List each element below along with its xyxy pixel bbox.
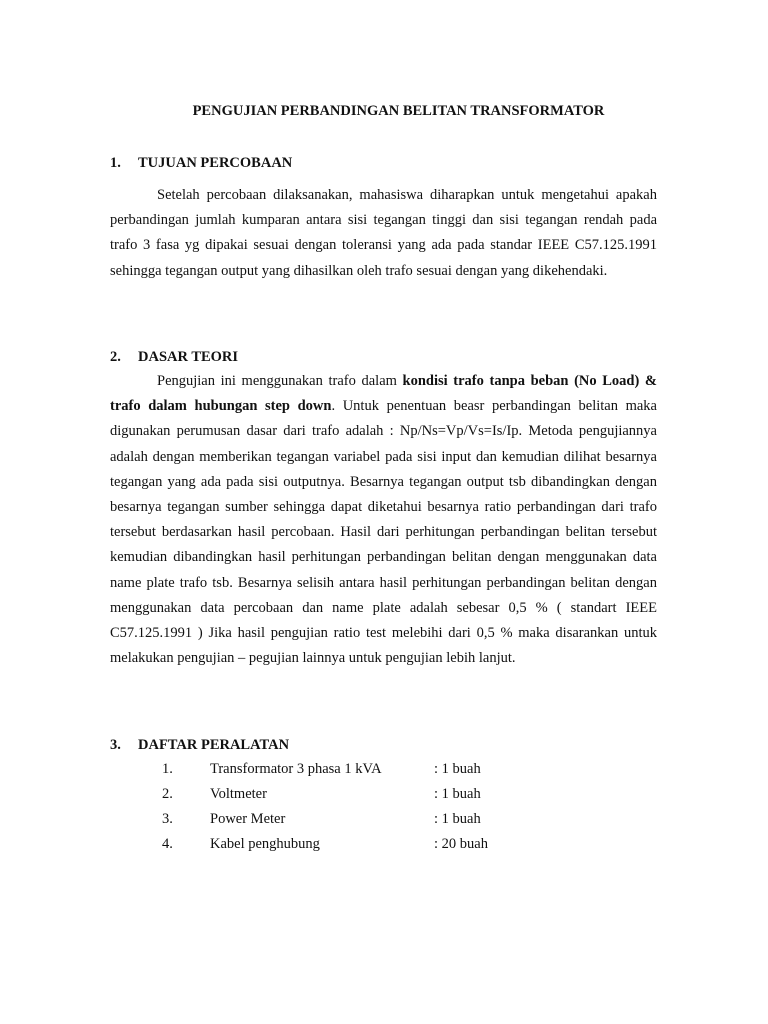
- item-number: 2.: [162, 786, 173, 802]
- section-title: DAFTAR PERALATAN: [138, 737, 290, 753]
- item-number: 4.: [162, 836, 173, 852]
- section-heading-dasar-teori: [110, 348, 670, 366]
- item-name: Kabel penghubung: [210, 836, 320, 852]
- section-number: 2.: [110, 349, 121, 365]
- paragraph-text: . Untuk penentuan beasr perbandingan belitan maka digunakan perumusan dasar dari trafo adalah : Np/Ns=Vp/Vs=Is/Ip. Metoda pengujiannya adalah dengan memberikan tegangan variabel pada sisi input dan kemudian dilihat besarnya tegangan yang ada pada sisi outputnya. Besarnya tegangan output tsb dibandingkan dengan besarnya tegangan sumber sehingga dapat diketahui besarnya ratio perbandingan dari trafo tersebut berdasarkan hasil percobaan. Hasil dari perhitungan perbandingan belitan tersebut kemudian dibandingkan hasil perhitungan perbandingan belitan dengan menggunakan data name plate trafo tsb. Besarnya selisih antara hasil perhitungan perbandingan belitan dengan menggunakan data percobaan dan name plate adalah sebesar 0,5 % ( standart IEEE C57.125.1991 ) Jika hasil pengujian ratio test melebihi dari 0,5 % maka disarankan untuk melakukan pengujian – pegujian lainnya untuk pengujian lebih lanjut.: [110, 398, 657, 667]
- list-item: [110, 784, 670, 809]
- list-item: [110, 834, 670, 859]
- list-item: [110, 759, 670, 784]
- section-title: TUJUAN PERCOBAAN: [138, 155, 293, 171]
- item-number: 1.: [162, 761, 173, 777]
- item-name: Transformator 3 phasa 1 kVA: [210, 761, 382, 777]
- section-heading-daftar-peralatan: [110, 736, 670, 754]
- paragraph-bold-text: kondisi trafo tanpa beban (No Load) & trafo dalam hubungan step down: [110, 373, 658, 415]
- item-quantity: : 1 buah: [434, 761, 481, 777]
- item-name: Power Meter: [210, 811, 286, 827]
- paragraph-dasar-teori: [110, 369, 657, 671]
- document-title: PENGUJIAN PERBANDINGAN BELITAN TRANSFORMATOR: [192, 103, 605, 119]
- paragraph-text: Pengujian ini menggunakan trafo dalam: [157, 373, 403, 389]
- paragraph-tujuan: [110, 183, 657, 284]
- section-title: DASAR TEORI: [138, 349, 239, 365]
- item-name: Voltmeter: [210, 786, 267, 802]
- item-number: 3.: [162, 811, 173, 827]
- item-quantity: : 1 buah: [434, 786, 481, 802]
- item-quantity: : 20 buah: [434, 836, 488, 852]
- section-heading-tujuan: [110, 154, 670, 172]
- section-number: 3.: [110, 737, 121, 753]
- list-item: [110, 809, 670, 834]
- section-number: 1.: [110, 155, 121, 171]
- item-quantity: : 1 buah: [434, 811, 481, 827]
- equipment-list: [110, 759, 670, 859]
- paragraph-text: Setelah percobaan dilaksanakan, mahasiswa diharapkan untuk mengetahui apakah perbandingan jumlah kumparan antara sisi tegangan tinggi dan sisi tegangan rendah pada trafo 3 fasa yg dipakai sesuai dengan toleransi yang ada pada standar IEEE C57.125.1991 sehingga tegangan output yang dihasilkan oleh trafo sesuai dengan yang dikehendaki.: [110, 187, 657, 279]
